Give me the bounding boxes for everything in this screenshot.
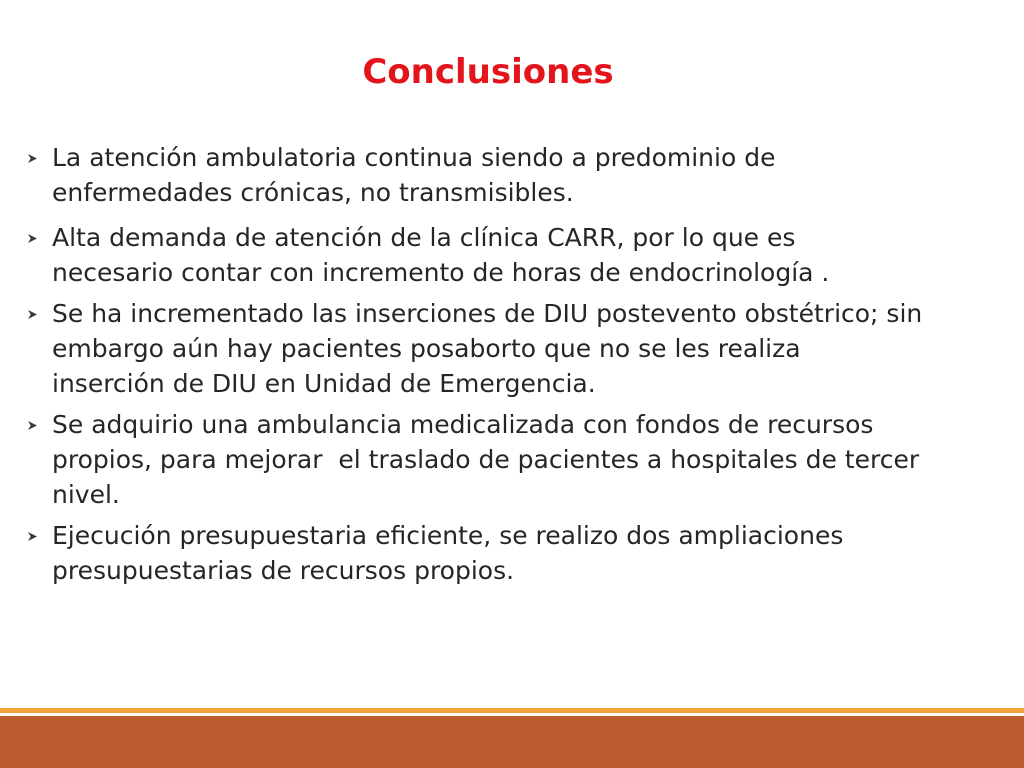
bullet-text	[52, 518, 1024, 588]
arrowhead-bullet-icon	[0, 518, 52, 553]
bullet-line: propios, para mejorar el traslado de pacientes a hospitales de tercer	[52, 445, 920, 474]
arrowhead-bullet-icon	[0, 220, 52, 255]
conclusions-list	[0, 140, 1024, 594]
bullet-line: embargo aún hay pacientes posaborto que no se les realiza	[52, 334, 801, 363]
bullet-line: Ejecución presupuestaria eficiente, se realizo dos ampliaciones	[52, 521, 844, 550]
bullet-line: nivel.	[52, 480, 120, 509]
bullet-line: Alta demanda de atención de la clínica CARR, por lo que es	[52, 223, 796, 252]
arrowhead-bullet-icon	[0, 407, 52, 442]
bullet-line: Se adquirio una ambulancia medicalizada con fondos de recursos	[52, 410, 874, 439]
bullet-line: Se ha incrementado las inserciones de DIU postevento obstétrico; sin	[52, 299, 923, 328]
slide-title: Conclusiones	[362, 52, 614, 92]
bullet-text	[52, 140, 1024, 210]
bullet-line: La atención ambulatoria continua siendo a predominio de	[52, 143, 776, 172]
bullet-line: enfermedades crónicas, no transmisibles.	[52, 178, 574, 207]
list-item	[0, 296, 1024, 401]
arrowhead-bullet-icon	[0, 140, 52, 175]
footer-accent-line	[0, 708, 1024, 713]
bullet-text	[52, 296, 1024, 401]
bullet-line: necesario contar con incremento de horas de endocrinología .	[52, 258, 830, 287]
bullet-line: presupuestarias de recursos propios.	[52, 556, 515, 585]
list-item	[0, 140, 1024, 210]
list-item	[0, 220, 1024, 290]
bullet-line: inserción de DIU en Unidad de Emergencia.	[52, 369, 596, 398]
list-item	[0, 518, 1024, 588]
bullet-text	[52, 407, 1024, 512]
footer-band	[0, 716, 1024, 768]
arrowhead-bullet-icon	[0, 296, 52, 331]
bullet-text	[52, 220, 1024, 290]
list-item	[0, 407, 1024, 512]
